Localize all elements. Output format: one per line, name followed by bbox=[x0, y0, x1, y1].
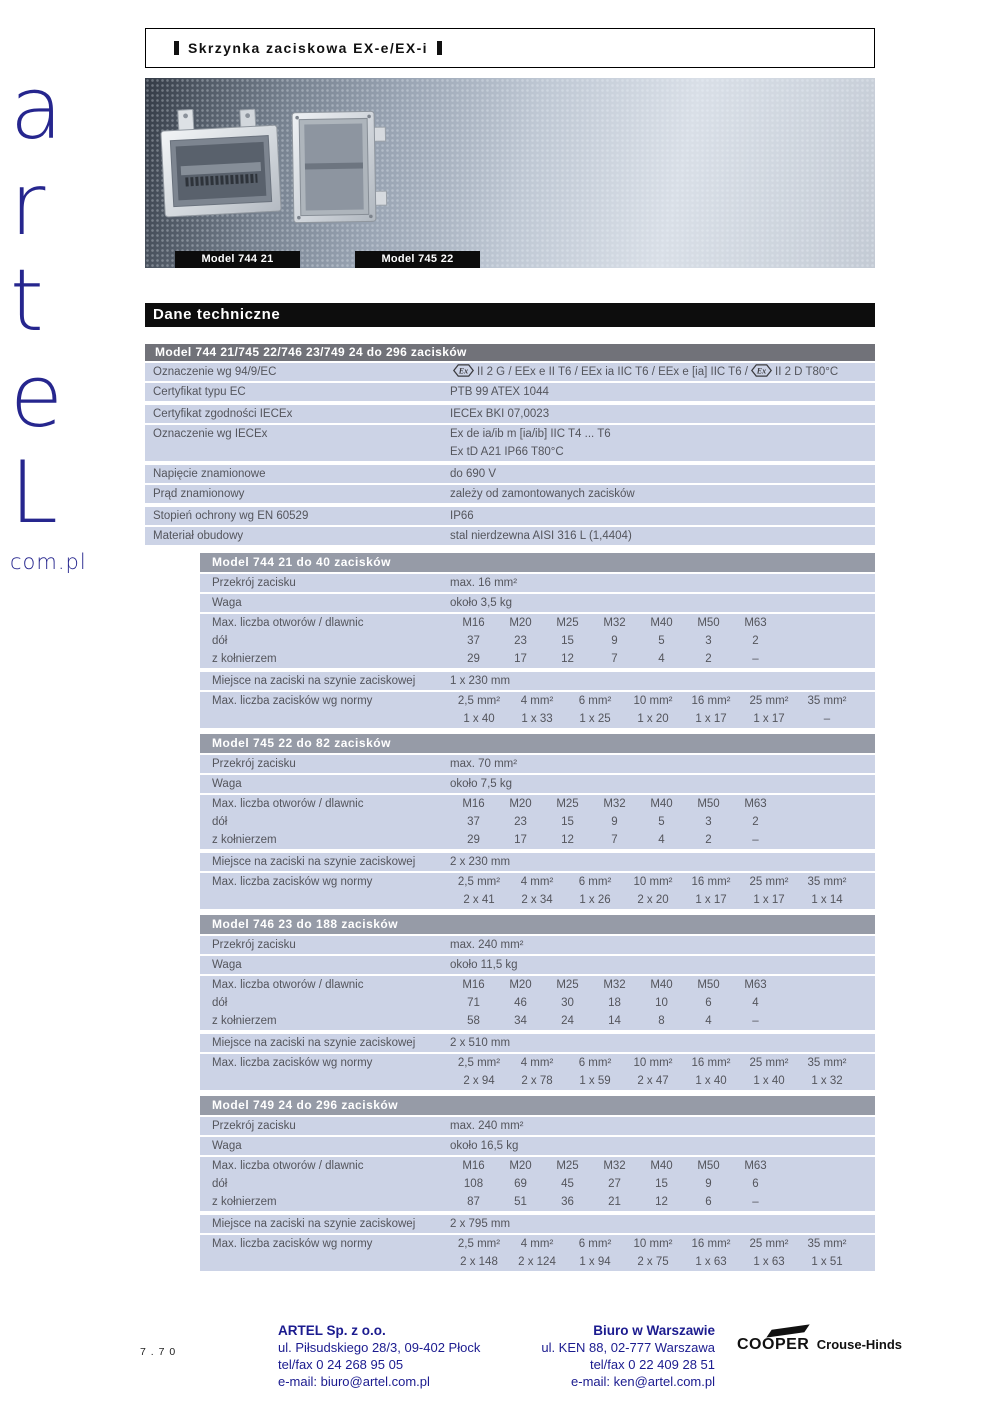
spec-label: Napięcie znamionowe bbox=[153, 468, 266, 480]
table-cell: 69 bbox=[514, 1178, 527, 1190]
spec-label: Max. liczba zacisków wg normy bbox=[212, 1238, 373, 1250]
spec-label: dół bbox=[212, 1178, 228, 1190]
spec-label: Materiał obudowy bbox=[153, 530, 244, 542]
spec-label: Waga bbox=[212, 597, 242, 609]
spec-label: z kołnierzem bbox=[212, 834, 277, 846]
spec-value: zależy od zamontowanych zacisków bbox=[450, 488, 635, 500]
model-table bbox=[200, 913, 875, 1090]
logo-domain: com.pl bbox=[10, 550, 87, 574]
model-table-title: Model 746 23 do 188 zacisków bbox=[200, 915, 875, 934]
office-address: ul. KEN 88, 02-777 Warszawa bbox=[541, 1340, 715, 1355]
spec-label: Max. liczba zacisków wg normy bbox=[212, 695, 373, 707]
model-tables bbox=[200, 551, 875, 1271]
spec-label: Przekrój zacisku bbox=[212, 939, 296, 951]
glands-block bbox=[200, 976, 875, 1030]
table-cell: M16 bbox=[462, 1160, 485, 1172]
table-cell: 46 bbox=[514, 997, 527, 1009]
spec-value: IP66 bbox=[450, 510, 474, 522]
table-cell: 2,5 mm² bbox=[457, 695, 501, 707]
glands-block bbox=[200, 614, 875, 668]
table-cell: 4 bbox=[752, 997, 759, 1009]
office-email: e-mail: ken@artel.com.pl bbox=[571, 1374, 715, 1389]
table-cell: M40 bbox=[650, 1160, 673, 1172]
table-cell: 5 bbox=[658, 816, 665, 828]
table-cell: M63 bbox=[744, 979, 767, 991]
table-cell: 2,5 mm² bbox=[457, 1238, 501, 1250]
table-cell: 71 bbox=[467, 997, 480, 1009]
spec-value bbox=[450, 425, 875, 461]
table-cell: 35 mm² bbox=[807, 1057, 847, 1069]
spec-label: Max. liczba otworów / dlawnic bbox=[212, 798, 364, 810]
table-cell: 24 bbox=[561, 1015, 574, 1027]
model-table bbox=[200, 551, 875, 728]
table-cell: 14 bbox=[608, 1015, 621, 1027]
table-cell: 1 x 17 bbox=[753, 894, 785, 906]
svg-text:Ex: Ex bbox=[458, 366, 469, 376]
spec-row bbox=[200, 574, 875, 592]
spec-row bbox=[145, 507, 875, 525]
table-cell: 23 bbox=[514, 816, 527, 828]
office-name: Biuro w Warszawie bbox=[593, 1323, 715, 1338]
table-cell: 15 bbox=[561, 635, 574, 647]
table-cell: 15 bbox=[655, 1178, 668, 1190]
spec-row bbox=[145, 405, 875, 423]
cooper-brand-name: COOPER bbox=[737, 1336, 810, 1353]
table-cell: M32 bbox=[603, 798, 626, 810]
product-image-744 bbox=[159, 106, 287, 236]
office-address: ul. Piłsudskiego 28/3, 09-402 Płock bbox=[278, 1340, 481, 1355]
table-cell: M63 bbox=[744, 1160, 767, 1172]
spec-label: Miejsce na zaciski na szynie zaciskowej bbox=[212, 1218, 416, 1230]
spec-label: Waga bbox=[212, 778, 242, 790]
table-cell: 4 bbox=[705, 1015, 712, 1027]
table-cell: 17 bbox=[514, 834, 527, 846]
spec-row bbox=[200, 594, 875, 612]
spec-label: Max. liczba zacisków wg normy bbox=[212, 1057, 373, 1069]
model-table-title: Model 745 22 do 82 zacisków bbox=[200, 734, 875, 753]
spec-row bbox=[145, 363, 875, 381]
table-cell: 35 mm² bbox=[807, 695, 847, 707]
spec-group bbox=[145, 507, 875, 545]
table-cell: 2 bbox=[752, 635, 759, 647]
table-cell: 7 bbox=[611, 834, 618, 846]
spec-group bbox=[145, 465, 875, 503]
table-cell: 4 mm² bbox=[520, 876, 554, 888]
spec-label: dół bbox=[212, 997, 228, 1009]
table-cell: 1 x 51 bbox=[811, 1256, 843, 1268]
table-cell: M32 bbox=[603, 1160, 626, 1172]
table-cell: 2 bbox=[705, 834, 712, 846]
office-block-warszawa bbox=[450, 1322, 715, 1390]
table-cell: 35 mm² bbox=[807, 1238, 847, 1250]
table-cell: 4 mm² bbox=[520, 695, 554, 707]
artel-logo bbox=[10, 59, 140, 574]
table-cell: 10 mm² bbox=[633, 1238, 673, 1250]
spec-value: stal nierdzewna AISI 316 L (1,4404) bbox=[450, 530, 632, 542]
spec-label: Przekrój zacisku bbox=[212, 577, 296, 589]
table-cell: M20 bbox=[509, 1160, 532, 1172]
table-cell: 12 bbox=[561, 653, 574, 665]
spec-table-title: Model 744 21/745 22/746 23/749 24 do 296 zacisków bbox=[145, 344, 875, 361]
table-cell: M50 bbox=[697, 979, 720, 991]
spec-label: Stopień ochrony wg EN 60529 bbox=[153, 510, 309, 522]
table-cell: 1 x 14 bbox=[811, 894, 843, 906]
spec-label: z kołnierzem bbox=[212, 653, 277, 665]
table-cell: M25 bbox=[556, 798, 579, 810]
table-cell: 12 bbox=[561, 834, 574, 846]
table-cell: 2 x 78 bbox=[521, 1075, 553, 1087]
table-cell: 2 bbox=[752, 816, 759, 828]
table-cell: 12 bbox=[655, 1196, 668, 1208]
table-cell: 1 x 26 bbox=[579, 894, 611, 906]
spec-value-text: II 2 G / EEx e II T6 / EEx ia IIC T6 / EEx e [ia] IIC T6 / bbox=[477, 366, 748, 378]
table-cell: 1 x 63 bbox=[695, 1256, 727, 1268]
product-photo bbox=[145, 78, 875, 268]
logo-letter: L bbox=[10, 443, 58, 543]
table-cell: 108 bbox=[463, 1178, 484, 1190]
logo-letter: e bbox=[10, 347, 63, 447]
table-cell: – bbox=[823, 713, 831, 725]
spec-value-text: II 2 D T80°C bbox=[775, 366, 839, 378]
table-cell: 35 mm² bbox=[807, 876, 847, 888]
table-cell: M63 bbox=[744, 617, 767, 629]
spec-label: Przekrój zacisku bbox=[212, 1120, 296, 1132]
spec-value: max. 240 mm² bbox=[450, 1120, 524, 1132]
spec-value: max. 240 mm² bbox=[450, 939, 524, 951]
section-header: Dane techniczne bbox=[145, 303, 875, 327]
spec-label: dół bbox=[212, 635, 228, 647]
table-cell: 51 bbox=[514, 1196, 527, 1208]
table-cell: M20 bbox=[509, 617, 532, 629]
spec-group bbox=[145, 405, 875, 461]
table-cell: 34 bbox=[514, 1015, 527, 1027]
terminals-block bbox=[200, 873, 875, 909]
model-table bbox=[200, 732, 875, 909]
spec-row bbox=[200, 1137, 875, 1155]
spec-value: 2 x 510 mm bbox=[450, 1037, 511, 1049]
table-cell: 29 bbox=[467, 834, 480, 846]
spec-label: Oznaczenie wg 94/9/EC bbox=[153, 366, 277, 378]
table-cell: 6 bbox=[705, 1196, 712, 1208]
spec-value: 2 x 795 mm bbox=[450, 1218, 511, 1230]
table-cell: 6 mm² bbox=[578, 1238, 612, 1250]
table-cell: 16 mm² bbox=[691, 1238, 731, 1250]
table-cell: 2 x 34 bbox=[521, 894, 553, 906]
spec-row bbox=[200, 956, 875, 974]
table-cell: 2 x 124 bbox=[518, 1256, 556, 1268]
table-cell: 1 x 63 bbox=[753, 1256, 785, 1268]
spec-value: 1 x 230 mm bbox=[450, 675, 511, 687]
spec-value: około 16,5 kg bbox=[450, 1140, 519, 1152]
table-cell: 9 bbox=[611, 635, 618, 647]
ex-atex-icon bbox=[751, 364, 772, 377]
spec-label: Max. liczba otworów / dlawnic bbox=[212, 617, 364, 629]
table-cell: 1 x 25 bbox=[579, 713, 611, 725]
table-cell: – bbox=[752, 1015, 759, 1027]
spec-value bbox=[450, 363, 875, 381]
terminals-block bbox=[200, 1054, 875, 1090]
table-cell: 10 mm² bbox=[633, 1057, 673, 1069]
glands-block bbox=[200, 1157, 875, 1211]
table-cell: – bbox=[752, 834, 759, 846]
logo-letter: t bbox=[10, 251, 44, 351]
spec-label: dół bbox=[212, 816, 228, 828]
table-cell: – bbox=[752, 653, 759, 665]
terminals-block bbox=[200, 1235, 875, 1271]
table-cell: 10 bbox=[655, 997, 668, 1009]
spec-value: max. 70 mm² bbox=[450, 758, 518, 770]
table-cell: 1 x 59 bbox=[579, 1075, 611, 1087]
page-title: Skrzynka zaciskowa EX-e/EX-i bbox=[188, 40, 428, 56]
spec-table-rows bbox=[145, 363, 875, 545]
table-cell: M32 bbox=[603, 617, 626, 629]
spec-label bbox=[212, 1253, 450, 1271]
spec-label bbox=[212, 710, 450, 728]
spec-row bbox=[145, 383, 875, 401]
spec-row bbox=[200, 755, 875, 773]
table-cell: – bbox=[752, 1196, 759, 1208]
terminals-block bbox=[200, 692, 875, 728]
table-cell: M20 bbox=[509, 979, 532, 991]
spec-label: Przekrój zacisku bbox=[212, 758, 296, 770]
logo-letter: r bbox=[10, 155, 46, 255]
table-cell: 6 mm² bbox=[578, 876, 612, 888]
table-cell: 37 bbox=[467, 635, 480, 647]
spec-label: z kołnierzem bbox=[212, 1196, 277, 1208]
table-cell: M16 bbox=[462, 798, 485, 810]
table-cell: 7 bbox=[611, 653, 618, 665]
spec-row bbox=[200, 936, 875, 954]
table-cell: M32 bbox=[603, 979, 626, 991]
table-cell: 4 mm² bbox=[520, 1057, 554, 1069]
table-cell: M25 bbox=[556, 979, 579, 991]
rail-row bbox=[200, 1215, 875, 1233]
spec-value-line: Ex de ia/ib m [ia/ib] IIC T4 ... T6 bbox=[450, 428, 611, 440]
table-cell: M20 bbox=[509, 798, 532, 810]
table-cell: M25 bbox=[556, 1160, 579, 1172]
table-cell: 2,5 mm² bbox=[457, 1057, 501, 1069]
table-cell: 1 x 17 bbox=[695, 713, 727, 725]
spec-label: Max. liczba otworów / dlawnic bbox=[212, 979, 364, 991]
page-number: 7 . 7 0 bbox=[140, 1346, 177, 1358]
spec-row bbox=[145, 485, 875, 503]
svg-text:Ex: Ex bbox=[756, 366, 767, 376]
office-email: e-mail: biuro@artel.com.pl bbox=[278, 1374, 430, 1389]
table-cell: 36 bbox=[561, 1196, 574, 1208]
table-cell: 1 x 17 bbox=[753, 713, 785, 725]
spec-row bbox=[145, 425, 875, 461]
table-cell: 25 mm² bbox=[749, 1057, 789, 1069]
spec-value: około 11,5 kg bbox=[450, 959, 518, 971]
table-cell: 27 bbox=[608, 1178, 621, 1190]
table-cell: 16 mm² bbox=[691, 1057, 731, 1069]
spec-row bbox=[200, 775, 875, 793]
table-cell: 2 x 47 bbox=[637, 1075, 669, 1087]
spec-row bbox=[145, 465, 875, 483]
table-cell: M50 bbox=[697, 798, 720, 810]
table-cell: 3 bbox=[705, 816, 712, 828]
table-cell: 6 mm² bbox=[578, 1057, 612, 1069]
spec-label: Waga bbox=[212, 1140, 242, 1152]
spec-label: Miejsce na zaciski na szynie zaciskowej bbox=[212, 1037, 416, 1049]
table-cell: 25 mm² bbox=[749, 876, 789, 888]
table-cell: M16 bbox=[462, 979, 485, 991]
table-cell: 1 x 40 bbox=[753, 1075, 785, 1087]
spec-label bbox=[212, 891, 450, 909]
table-cell: 1 x 40 bbox=[463, 713, 495, 725]
table-cell: 2 x 20 bbox=[637, 894, 669, 906]
glands-block bbox=[200, 795, 875, 849]
table-cell: 9 bbox=[705, 1178, 712, 1190]
spec-label: z kołnierzem bbox=[212, 1015, 277, 1027]
table-cell: 4 bbox=[658, 653, 665, 665]
table-cell: 18 bbox=[608, 997, 621, 1009]
spec-label: Prąd znamionowy bbox=[153, 488, 245, 500]
table-cell: 37 bbox=[467, 816, 480, 828]
table-cell: 2 x 94 bbox=[463, 1075, 495, 1087]
page-title-box bbox=[145, 28, 875, 68]
table-cell: 10 mm² bbox=[633, 695, 673, 707]
spec-group bbox=[145, 363, 875, 401]
table-cell: 30 bbox=[561, 997, 574, 1009]
model-label-744: Model 744 21 bbox=[175, 251, 300, 268]
table-cell: 2 x 148 bbox=[460, 1256, 498, 1268]
model-table bbox=[200, 1094, 875, 1271]
main-content bbox=[145, 28, 875, 1273]
title-bar-icon bbox=[437, 41, 442, 55]
main-spec-table bbox=[145, 344, 875, 545]
spec-value: około 3,5 kg bbox=[450, 597, 513, 609]
rail-row bbox=[200, 853, 875, 871]
spec-row bbox=[200, 1117, 875, 1135]
table-cell: 1 x 32 bbox=[811, 1075, 843, 1087]
table-cell: 1 x 20 bbox=[637, 713, 669, 725]
table-cell: 45 bbox=[561, 1178, 574, 1190]
title-bar-icon bbox=[174, 41, 179, 55]
table-cell: 15 bbox=[561, 816, 574, 828]
spec-label: Oznaczenie wg IECEx bbox=[153, 428, 268, 440]
rail-row bbox=[200, 672, 875, 690]
rail-row bbox=[200, 1034, 875, 1052]
cooper-crouse-hinds-logo bbox=[737, 1336, 903, 1354]
table-cell: 4 bbox=[658, 834, 665, 846]
spec-label: Certyfikat zgodności IECEx bbox=[153, 408, 293, 420]
table-cell: 16 mm² bbox=[691, 876, 731, 888]
spec-row bbox=[145, 527, 875, 545]
table-cell: 16 mm² bbox=[691, 695, 731, 707]
ex-atex-icon bbox=[453, 364, 474, 377]
table-cell: 25 mm² bbox=[749, 695, 789, 707]
office-phone: tel/fax 0 22 409 28 51 bbox=[589, 1357, 715, 1372]
cooper-brand-sub: Crouse-Hinds bbox=[816, 1337, 903, 1352]
spec-label: Max. liczba otworów / dlawnic bbox=[212, 1160, 364, 1172]
table-cell: M16 bbox=[462, 617, 485, 629]
spec-label: Certyfikat typu EC bbox=[153, 386, 246, 398]
table-cell: M40 bbox=[650, 798, 673, 810]
office-phone: tel/fax 0 24 268 95 05 bbox=[278, 1357, 404, 1372]
table-cell: 2,5 mm² bbox=[457, 876, 501, 888]
table-cell: 4 mm² bbox=[520, 1238, 554, 1250]
table-cell: 5 bbox=[658, 635, 665, 647]
spec-value: 2 x 230 mm bbox=[450, 856, 511, 868]
model-table-title: Model 749 24 do 296 zacisków bbox=[200, 1096, 875, 1115]
spec-value: około 7,5 kg bbox=[450, 778, 513, 790]
table-cell: M40 bbox=[650, 617, 673, 629]
table-cell: 23 bbox=[514, 635, 527, 647]
spec-label: Max. liczba zacisków wg normy bbox=[212, 876, 373, 888]
table-cell: 58 bbox=[467, 1015, 480, 1027]
model-table-title: Model 744 21 do 40 zacisków bbox=[200, 553, 875, 572]
spec-label: Waga bbox=[212, 959, 242, 971]
spec-value: PTB 99 ATEX 1044 bbox=[450, 386, 549, 398]
table-cell: 9 bbox=[611, 816, 618, 828]
spec-value: max. 16 mm² bbox=[450, 577, 518, 589]
table-cell: M40 bbox=[650, 979, 673, 991]
table-cell: 1 x 94 bbox=[579, 1256, 611, 1268]
spec-value: do 690 V bbox=[450, 468, 497, 480]
table-cell: 3 bbox=[705, 635, 712, 647]
table-cell: 1 x 33 bbox=[521, 713, 553, 725]
spec-label bbox=[212, 1072, 450, 1090]
model-label-745: Model 745 22 bbox=[355, 251, 480, 268]
table-cell: 25 mm² bbox=[749, 1238, 789, 1250]
table-cell: 1 x 40 bbox=[695, 1075, 727, 1087]
logo-letter: a bbox=[10, 59, 63, 159]
table-cell: M25 bbox=[556, 617, 579, 629]
spec-value: IECEx BKI 07,0023 bbox=[450, 408, 550, 420]
table-cell: 87 bbox=[467, 1196, 480, 1208]
spec-value-line: Ex tD A21 IP66 T80°C bbox=[450, 446, 564, 458]
table-cell: 17 bbox=[514, 653, 527, 665]
office-name: ARTEL Sp. z o.o. bbox=[278, 1323, 386, 1338]
spec-label: Miejsce na zaciski na szynie zaciskowej bbox=[212, 675, 416, 687]
table-cell: 1 x 17 bbox=[695, 894, 727, 906]
table-cell: 29 bbox=[467, 653, 480, 665]
table-cell: M50 bbox=[697, 1160, 720, 1172]
table-cell: M63 bbox=[744, 798, 767, 810]
product-image-745 bbox=[285, 106, 395, 236]
table-cell: 2 bbox=[705, 653, 712, 665]
table-cell: 6 bbox=[752, 1178, 759, 1190]
table-cell: 2 x 41 bbox=[463, 894, 495, 906]
spec-label: Miejsce na zaciski na szynie zaciskowej bbox=[212, 856, 416, 868]
table-cell: 2 x 75 bbox=[637, 1256, 669, 1268]
table-cell: M50 bbox=[697, 617, 720, 629]
table-cell: 21 bbox=[608, 1196, 621, 1208]
table-cell: 8 bbox=[658, 1015, 665, 1027]
table-cell: 6 mm² bbox=[578, 695, 612, 707]
table-cell: 6 bbox=[705, 997, 712, 1009]
table-cell: 10 mm² bbox=[633, 876, 673, 888]
